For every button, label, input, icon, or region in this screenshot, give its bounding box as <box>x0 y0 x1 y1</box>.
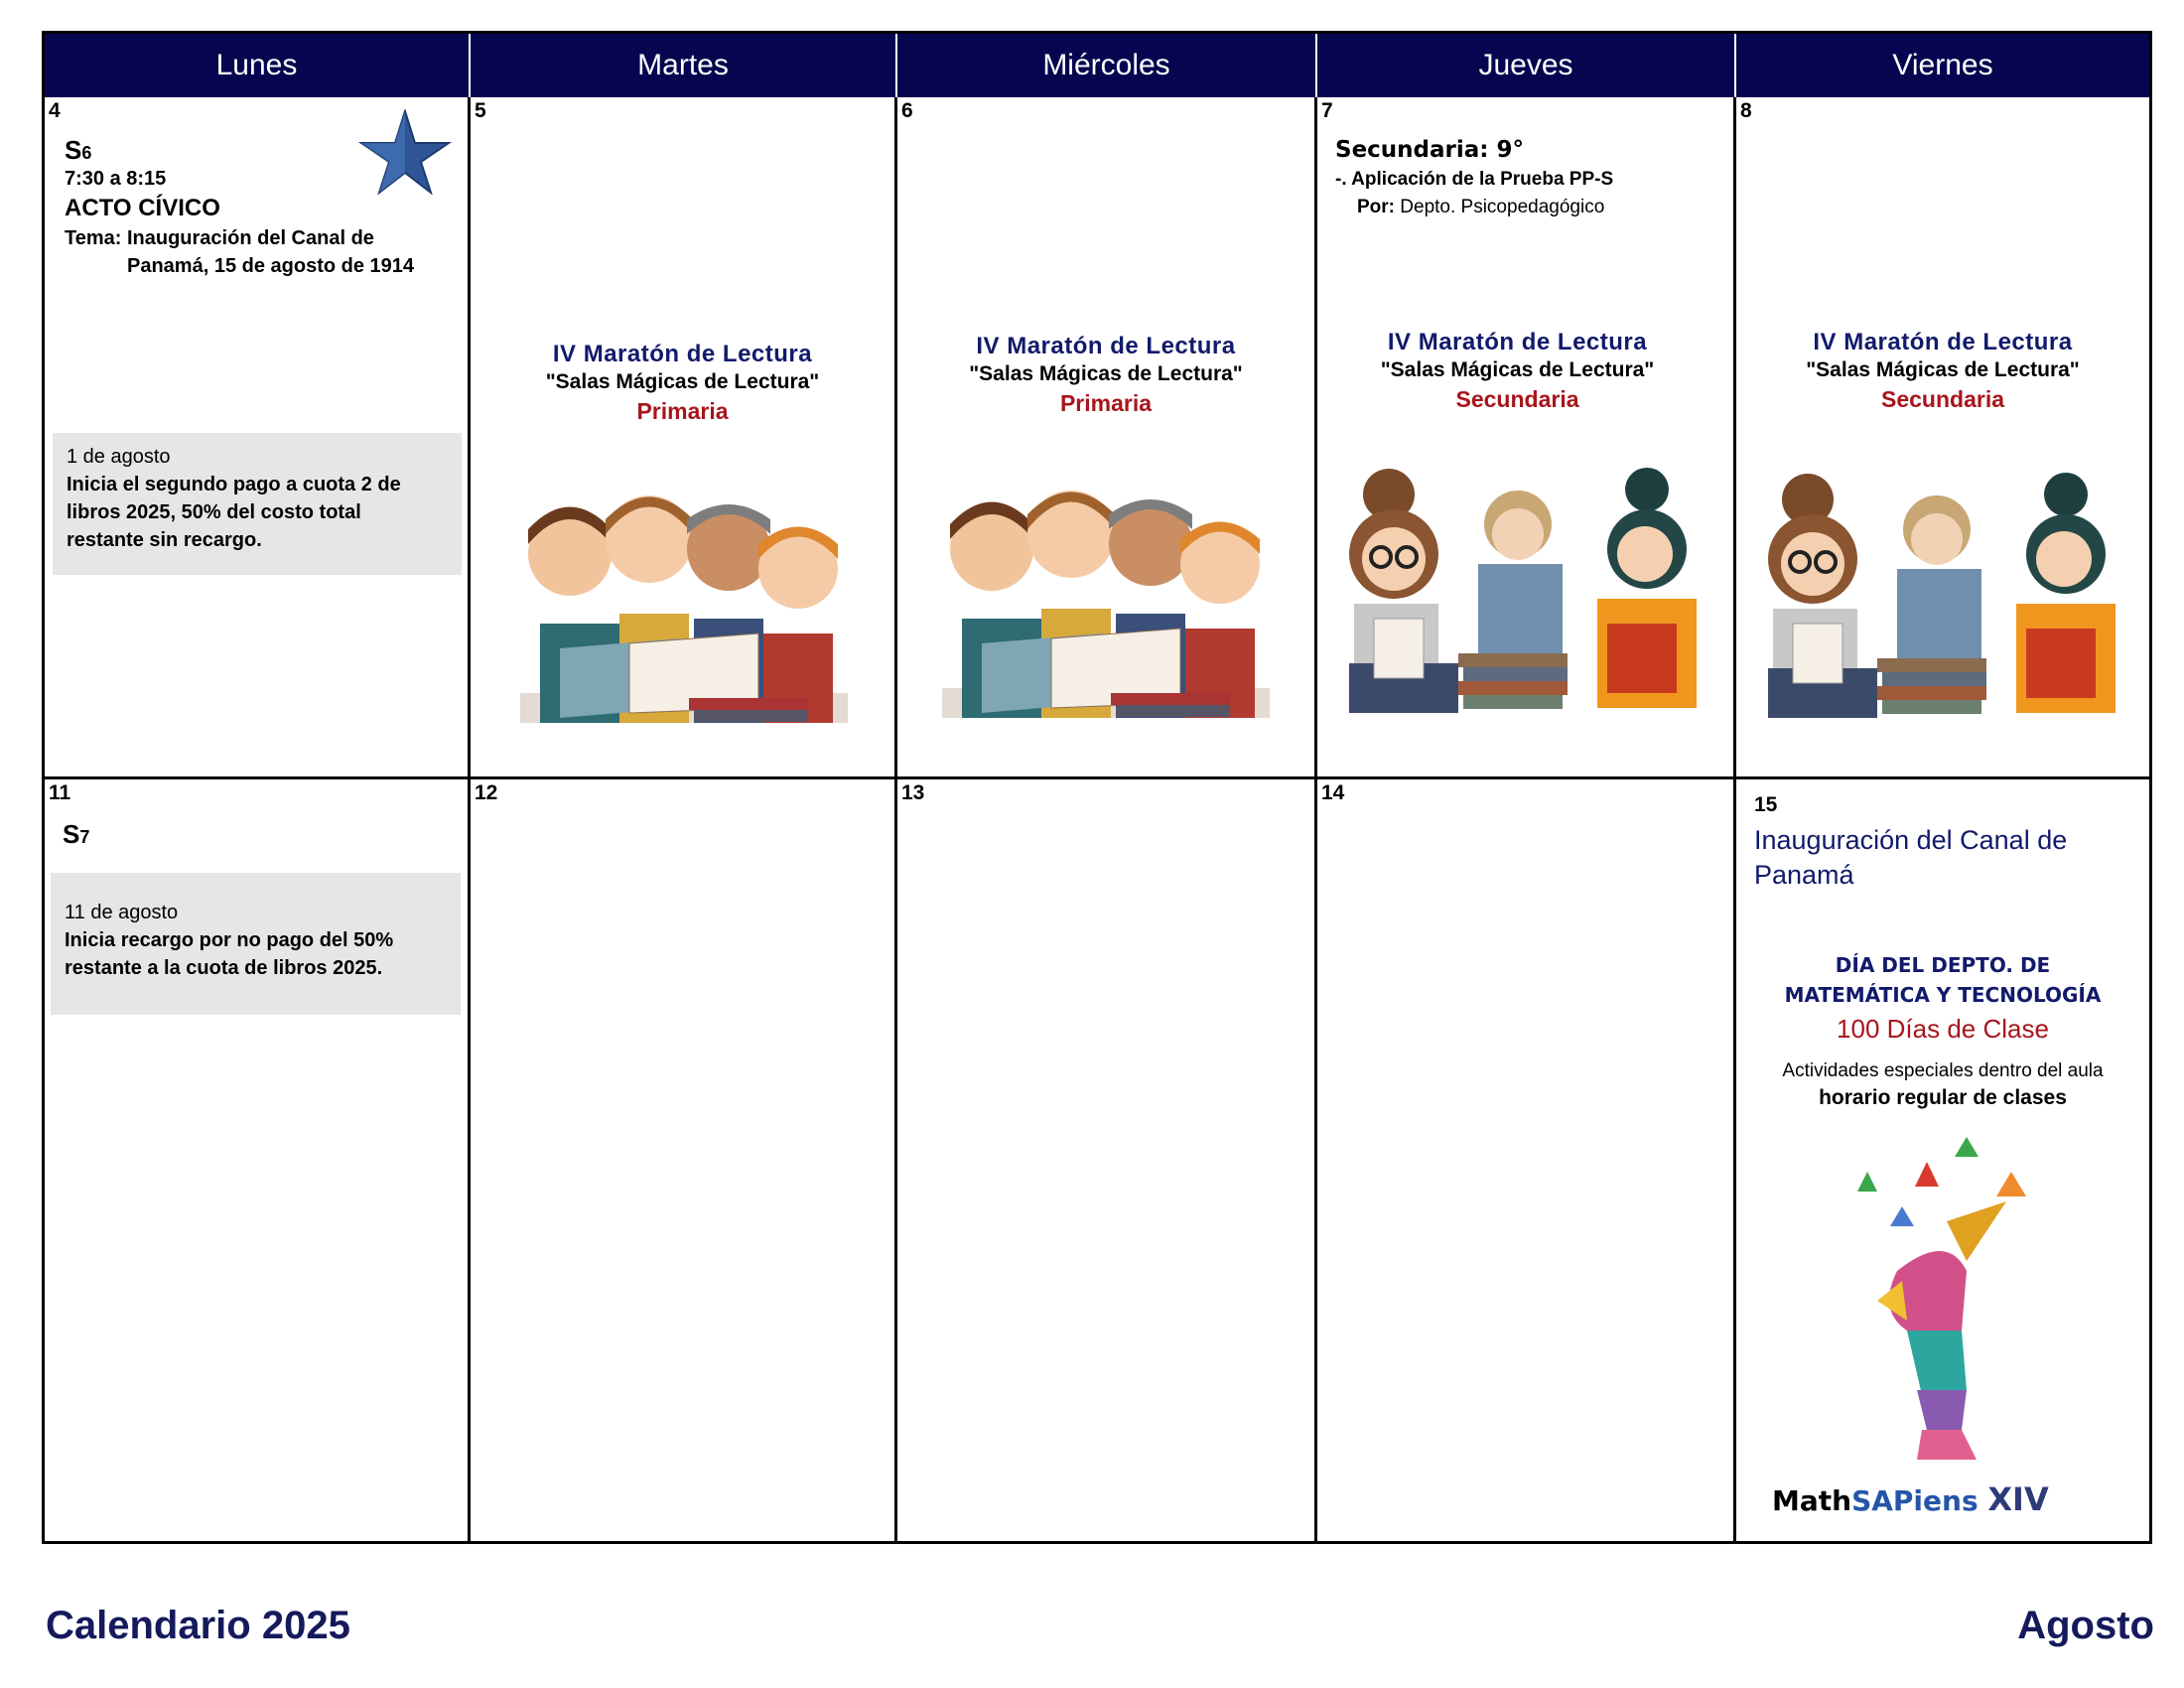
day-number: 5 <box>475 99 486 122</box>
maraton-title: IV Maratón de Lectura <box>1387 329 1648 355</box>
children-reading-illustration <box>922 470 1290 738</box>
maraton-block <box>1317 329 1725 413</box>
actividades-text: Actividades especiales dentro del aula <box>1782 1060 2104 1081</box>
children-reading-illustration <box>500 475 868 743</box>
day-number: 14 <box>1321 781 1345 804</box>
event-time: 7:30 a 8:15 <box>65 168 167 190</box>
event-title: ACTO CÍVICO <box>65 195 220 221</box>
day-number: 7 <box>1321 99 1333 122</box>
dept-line: DÍA DEL DEPTO. DE <box>1835 953 2051 977</box>
day-cell-6 <box>897 97 1317 779</box>
day-cell-13 <box>897 779 1317 1541</box>
holiday-title <box>1754 823 2067 893</box>
day-cell-5 <box>471 97 897 779</box>
teens-reading-illustration <box>1329 455 1716 733</box>
maraton-subtitle: "Salas Mágicas de Lectura" <box>545 370 820 393</box>
day-cell-14 <box>1317 779 1736 1541</box>
note-line: Inicia recargo por no pago del 50% <box>65 929 394 951</box>
maraton-block <box>1736 329 2149 413</box>
day-number: 15 <box>1754 793 1778 816</box>
calendar-year-title: Calendario 2025 <box>46 1604 350 1647</box>
maraton-block <box>897 333 1314 417</box>
holiday-line: Inauguración del Canal de <box>1754 825 2068 855</box>
horario-text: horario regular de clases <box>1819 1086 2067 1109</box>
semana-label: S7 <box>63 819 90 849</box>
day-cell-12 <box>471 779 897 1541</box>
event-tema-line2: Panamá, 15 de agosto de 1914 <box>127 255 415 277</box>
mathsapiens-logo-text: MathSAPiens XIV <box>1772 1480 2049 1518</box>
payment-note <box>51 873 461 1015</box>
note-line: libros 2025, 50% del costo total <box>67 501 361 523</box>
day-number: 4 <box>49 99 61 122</box>
day-cell-15 <box>1736 779 2149 1541</box>
note-line: restante a la cuota de libros 2025. <box>65 957 383 979</box>
day-cell-4 <box>45 97 471 779</box>
note-line: Inicia el segundo pago a cuota 2 de <box>67 474 401 495</box>
header-jueves: Jueves <box>1317 34 1736 97</box>
maraton-level: Primaria <box>636 398 729 424</box>
maraton-title: IV Maratón de Lectura <box>976 333 1236 359</box>
header-miercoles: Miércoles <box>897 34 1317 97</box>
star-icon <box>358 109 452 195</box>
maraton-subtitle: "Salas Mágicas de Lectura" <box>969 362 1243 385</box>
weekday-header <box>45 34 2149 97</box>
dept-day-block <box>1736 950 2149 1110</box>
dias-clase: 100 Días de Clase <box>1837 1014 2049 1044</box>
maraton-title: IV Maratón de Lectura <box>552 341 813 367</box>
teens-reading-illustration <box>1748 460 2135 738</box>
mathsapiens-logo-graphic <box>1818 1132 2076 1470</box>
header-lunes: Lunes <box>45 34 471 97</box>
day-cell-11 <box>45 779 471 1541</box>
header-viernes: Viernes <box>1892 49 1993 81</box>
day-cell-8 <box>1736 97 2149 779</box>
maraton-level: Secundaria <box>1455 386 1579 412</box>
holiday-line: Panamá <box>1754 860 1854 890</box>
day-cell-7 <box>1317 97 1736 779</box>
maraton-title: IV Maratón de Lectura <box>1813 329 2073 355</box>
maraton-block <box>471 341 894 425</box>
event-tema-line1: Tema: Inauguración del Canal de <box>65 227 374 249</box>
semana-label: S6 <box>65 135 92 165</box>
day-number: 12 <box>475 781 498 804</box>
day-number: 8 <box>1740 99 1752 122</box>
note-title: 11 de agosto <box>65 902 179 923</box>
maraton-subtitle: "Salas Mágicas de Lectura" <box>1380 358 1655 381</box>
secundaria-title: Secundaria: 9° <box>1335 137 1524 163</box>
calendar-grid <box>42 31 2152 1544</box>
secundaria-por: Por: Depto. Psicopedagógico <box>1357 197 1605 217</box>
header-martes: Martes <box>471 34 897 97</box>
calendar-month-title: Agosto <box>2017 1604 2154 1647</box>
maraton-subtitle: "Salas Mágicas de Lectura" <box>1806 358 2080 381</box>
note-title: 1 de agosto <box>67 446 171 468</box>
day-number: 13 <box>901 781 925 804</box>
day-number: 11 <box>49 781 71 804</box>
maraton-level: Secundaria <box>1881 386 2004 412</box>
maraton-level: Primaria <box>1059 390 1153 416</box>
secundaria-line: -. Aplicación de la Prueba PP-S <box>1335 169 1614 190</box>
payment-note <box>53 433 462 575</box>
note-line: restante sin recargo. <box>67 529 262 551</box>
day-number: 6 <box>901 99 913 122</box>
dept-line: MATEMÁTICA Y TECNOLOGÍA <box>1784 983 2102 1007</box>
